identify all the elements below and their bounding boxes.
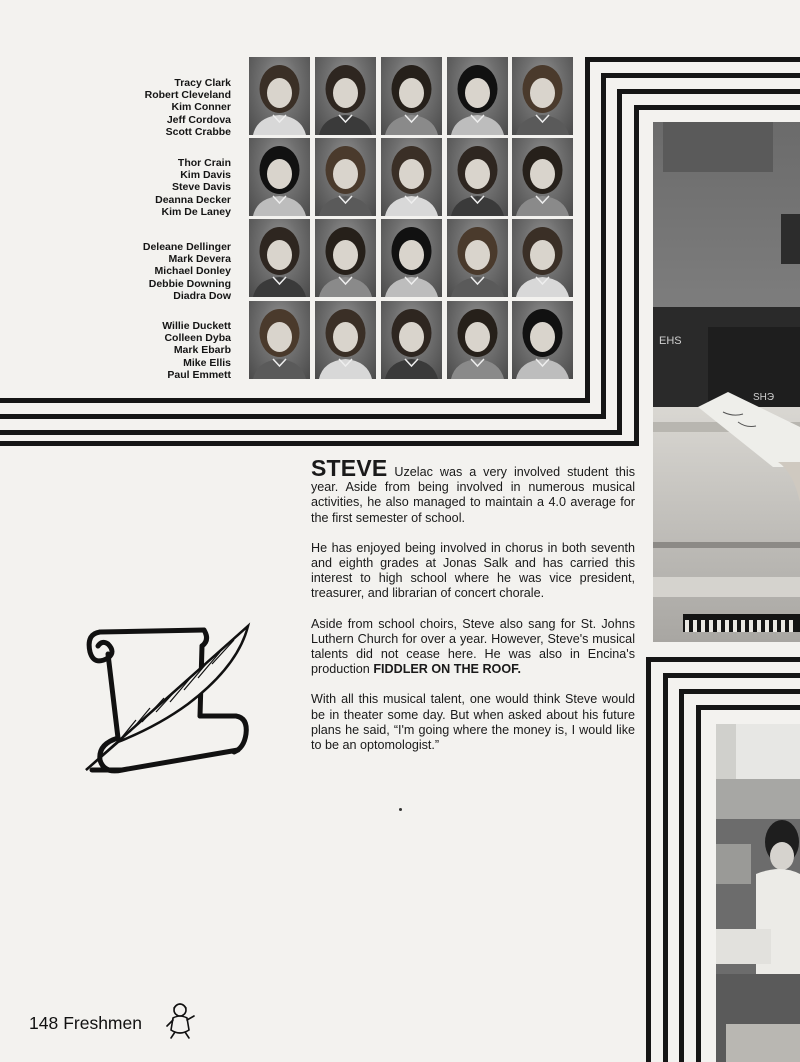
student-name: Kim De Laney — [161, 205, 231, 218]
student-name: Debbie Downing — [148, 277, 231, 290]
print-speck — [399, 808, 402, 811]
name-list-row-3 — [110, 241, 231, 302]
svg-text:EHS: EHS — [659, 335, 682, 347]
section-name: Freshmen — [63, 1013, 142, 1033]
student-name: Thor Crain — [177, 157, 231, 169]
student-portrait — [447, 57, 508, 135]
student-name: Mark Devera — [168, 253, 231, 266]
production-title: FIDDLER ON THE ROOF. — [373, 662, 521, 677]
student-portrait — [249, 138, 310, 216]
student-name: Deleane Dellinger — [142, 241, 231, 253]
article-paragraph-1-text: Uzelac was a very involved student this year. Aside from being involved in numerous musical activities, he also managed to maintain a 4.0 average for the first semester of school. — [311, 465, 635, 525]
student-name: Diadra Dow — [173, 289, 231, 302]
student-portrait — [381, 301, 442, 379]
article-lead-word: STEVE — [311, 455, 388, 481]
page-footer — [29, 1013, 147, 1034]
article-paragraph-1 — [311, 455, 635, 526]
student-portrait — [315, 219, 376, 297]
student-portrait — [249, 219, 310, 297]
student-portrait — [315, 138, 376, 216]
photo-music-room — [653, 122, 800, 642]
student-portrait — [447, 219, 508, 297]
mascot-icon — [163, 1000, 197, 1040]
article-paragraph-3 — [311, 617, 635, 678]
student-name: Kim Davis — [180, 169, 231, 182]
article-paragraph-3-text: Aside from school choirs, Steve also sang for St. Johns Luthern Church for over a year. However, Steve's musical talents did not cease here. He was also in Encina's production — [311, 616, 635, 677]
student-portrait — [512, 57, 573, 135]
student-portrait — [381, 138, 442, 216]
student-name: Robert Cleveland — [144, 89, 231, 102]
student-portrait — [447, 301, 508, 379]
student-portrait — [381, 57, 442, 135]
student-portrait — [512, 138, 573, 216]
page-number: 148 — [29, 1013, 59, 1033]
student-name: Paul Emmett — [167, 368, 231, 381]
svg-text:SHЭ: SHЭ — [753, 392, 775, 403]
article-paragraph-2: He has enjoyed being involved in chorus in both seventh and eighth grades at Jonas Salk and has carried this interest to high school where he was vice president, treasurer, and librarian of concert chorale. — [311, 540, 635, 601]
student-portrait — [315, 301, 376, 379]
student-name: Mark Ebarb — [173, 344, 231, 357]
photo-classroom — [716, 724, 800, 1062]
student-portrait — [249, 301, 310, 379]
name-list-row-4 — [110, 320, 231, 381]
student-name: Colleen Dyba — [164, 332, 231, 345]
student-portrait — [447, 138, 508, 216]
student-name: Tracy Clark — [174, 77, 231, 89]
student-name: Scott Crabbe — [165, 125, 231, 138]
student-portrait — [249, 57, 310, 135]
article-paragraph-4: With all this musical talent, one would think Steve would be in theater some day. But when asked about his future plans he said, “I'm going where the money is, I would like to be an optomologist.” — [311, 692, 635, 753]
name-list-row-2 — [110, 157, 231, 218]
student-name: Kim Conner — [171, 101, 231, 114]
student-name: Mike Ellis — [183, 356, 231, 369]
feature-article — [311, 455, 635, 768]
student-name: Jeff Cordova — [166, 113, 231, 126]
student-portrait — [512, 301, 573, 379]
student-name: Steve Davis — [172, 181, 231, 194]
student-name: Deanna Decker — [155, 193, 231, 206]
student-name: Willie Duckett — [162, 320, 231, 332]
scroll-quill-illustration — [78, 620, 253, 775]
student-portrait — [512, 219, 573, 297]
student-name: Michael Donley — [154, 265, 231, 278]
student-portrait — [315, 57, 376, 135]
student-portrait — [381, 219, 442, 297]
name-list-row-1 — [110, 77, 231, 138]
